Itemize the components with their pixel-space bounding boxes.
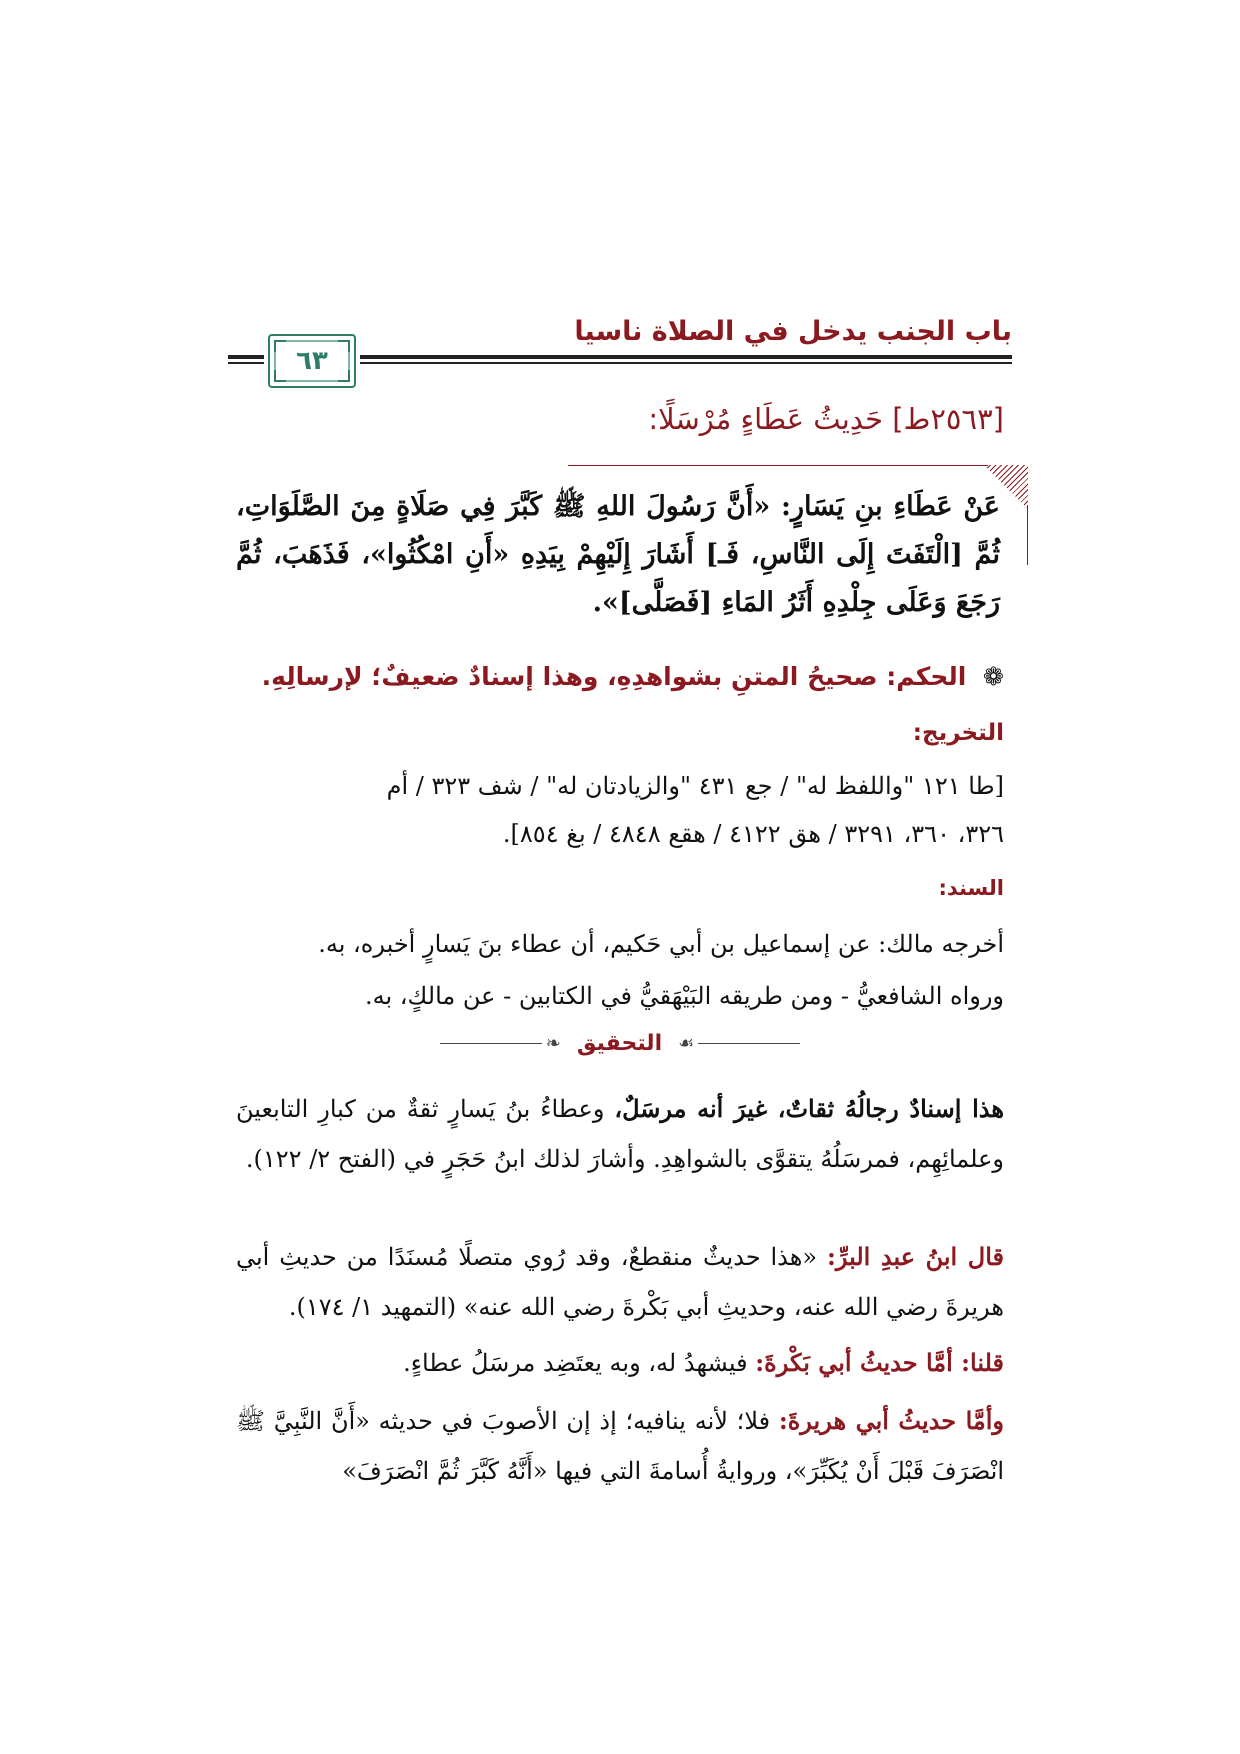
running-title: باب الجنب يدخل في الصلاة ناسيا [574,316,1012,347]
tahqiq-p1-bold: هذا إسنادٌ رجالُهُ ثقاتٌ، غيرَ أنه مرسَلٌ، [614,1094,1004,1123]
divider-rule [698,1043,800,1044]
page-number-badge [268,334,356,388]
ruling-label: الحكم: [886,662,967,691]
tahqiq-p1-rest: وعطاءُ بنُ يَسارٍ ثقةٌ من كبارِ التابعينَ وعلمائِهِم، فمرسَلُهُ يتقوَّى بالشواهِدِ. وأشارَ لذلك ابنُ حَجَرٍ في (الفتح ٢/ ١٢٢). [236,1095,1004,1173]
takhrij-line-1: [طا ١٢١ "واللفظ له" / جع ٤٣١ "والزيادتان له" / شف ٣٢٣ / أم [386,772,1004,800]
ornament-icon [338,340,350,352]
tahqiq-paragraph-2 [236,1232,1004,1332]
box-top-line [568,465,988,466]
tahqiq-p4-lead: وأمَّا حديثُ أبي هريرةَ: [778,1406,1004,1435]
header-rule-right-thin [360,362,1012,364]
hadith-box [236,465,1028,623]
sanad-line-1: أخرجه مالك: عن إسماعيل بن أبي حَكيم، أن عطاء بنَ يَسارٍ أخبره، به. [318,930,1004,958]
tahqiq-p3-rest: فيشهدُ له، وبه يعتَضِد مرسَلُ عطاءٍ. [403,1349,756,1377]
flower-icon: ❁ [983,662,1004,691]
divider-rule [440,1043,542,1044]
sanad-label: السند: [938,876,1004,900]
ornament-icon: ☙ [678,1032,695,1054]
takhrij-line-2: ٣٢٦، ٣٦٠، ٣٢٩١ / هق ٤١٢٢ / هقع ٤٨٤٨ / بغ ٨٥٤]. [502,820,1004,848]
page-number: ٦٣ [296,346,328,376]
header-rule-left-thin [228,362,264,364]
tahqiq-p4-rest: فلا؛ لأنه ينافيه؛ إذ إن الأصوبَ في حديثه «أَنَّ النَّبِيَّ ﷺ انْصَرَفَ قَبْلَ أَنْ يُكَبِّرَ»، وروايةُ أُسامةَ التي فيها «أَنَّهُ كَبَّرَ ثُمَّ انْصَرَفَ» [236,1407,1004,1485]
tahqiq-paragraph-1 [236,1084,1004,1184]
tahqiq-paragraph-3 [236,1338,1004,1388]
ornament-icon [274,370,286,382]
ruling-text: صحيحُ المتنِ بشواهدِهِ، وهذا إسنادٌ ضعيفٌ؛ لإرسالِهِ. [261,662,878,691]
box-side-line [1027,505,1028,565]
tahqiq-p2-lead: قال ابنُ عبدِ البرِّ: [826,1242,1005,1271]
ornament-icon [338,370,350,382]
header-rule-right [360,355,1012,359]
header-rule-left [228,355,264,359]
sanad-line-2: ورواه الشافعيُّ - ومن طريقه البَيْهَقيُّ في الكتابين - عن مالكٍ، به. [365,982,1004,1010]
tahqiq-label: التحقيق [576,1030,663,1056]
ruling [262,662,1004,691]
tahqiq-p2-rest: «هذا حديثٌ منقطعٌ، وقد رُوي متصلًا مُسنَدًا من حديثِ أبي هريرةَ رضي الله عنه، وحديثِ أبي بَكْرةَ رضي الله عنه» (التمهيد ١/ ١٧٤). [236,1243,1004,1321]
takhrij-label: التخريج: [912,720,1004,746]
section-heading: [٢٥٦٣ط] حَدِيثُ عَطَاءٍ مُرْسَلًا: [648,402,1004,436]
hadith-text: عَنْ عَطَاءِ بنِ يَسَارٍ: «أَنَّ رَسُولَ اللهِ ﷺ كَبَّرَ فِي صَلَاةٍ مِنَ الصَّلَوَاتِ، ثُمَّ [الْتَفَتَ إِلَى النَّاسِ، فَـ] أَشَارَ إِلَيْهِمْ بِيَدِهِ «أَنِ امْكُثُوا»، فَذَهَبَ، ثُمَّ رَجَعَ وَعَلَى جِلْدِهِ أَثَرُ المَاءِ [فَصَلَّى]». [236,491,1000,618]
tahqiq-p3-lead: قلنا: أمَّا حديثُ أبي بَكْرةَ: [755,1348,1004,1377]
ornament-icon: ❧ [545,1032,561,1054]
tahqiq-divider [440,1028,800,1058]
ornament-icon [274,340,286,352]
tahqiq-paragraph-4 [236,1396,1004,1496]
